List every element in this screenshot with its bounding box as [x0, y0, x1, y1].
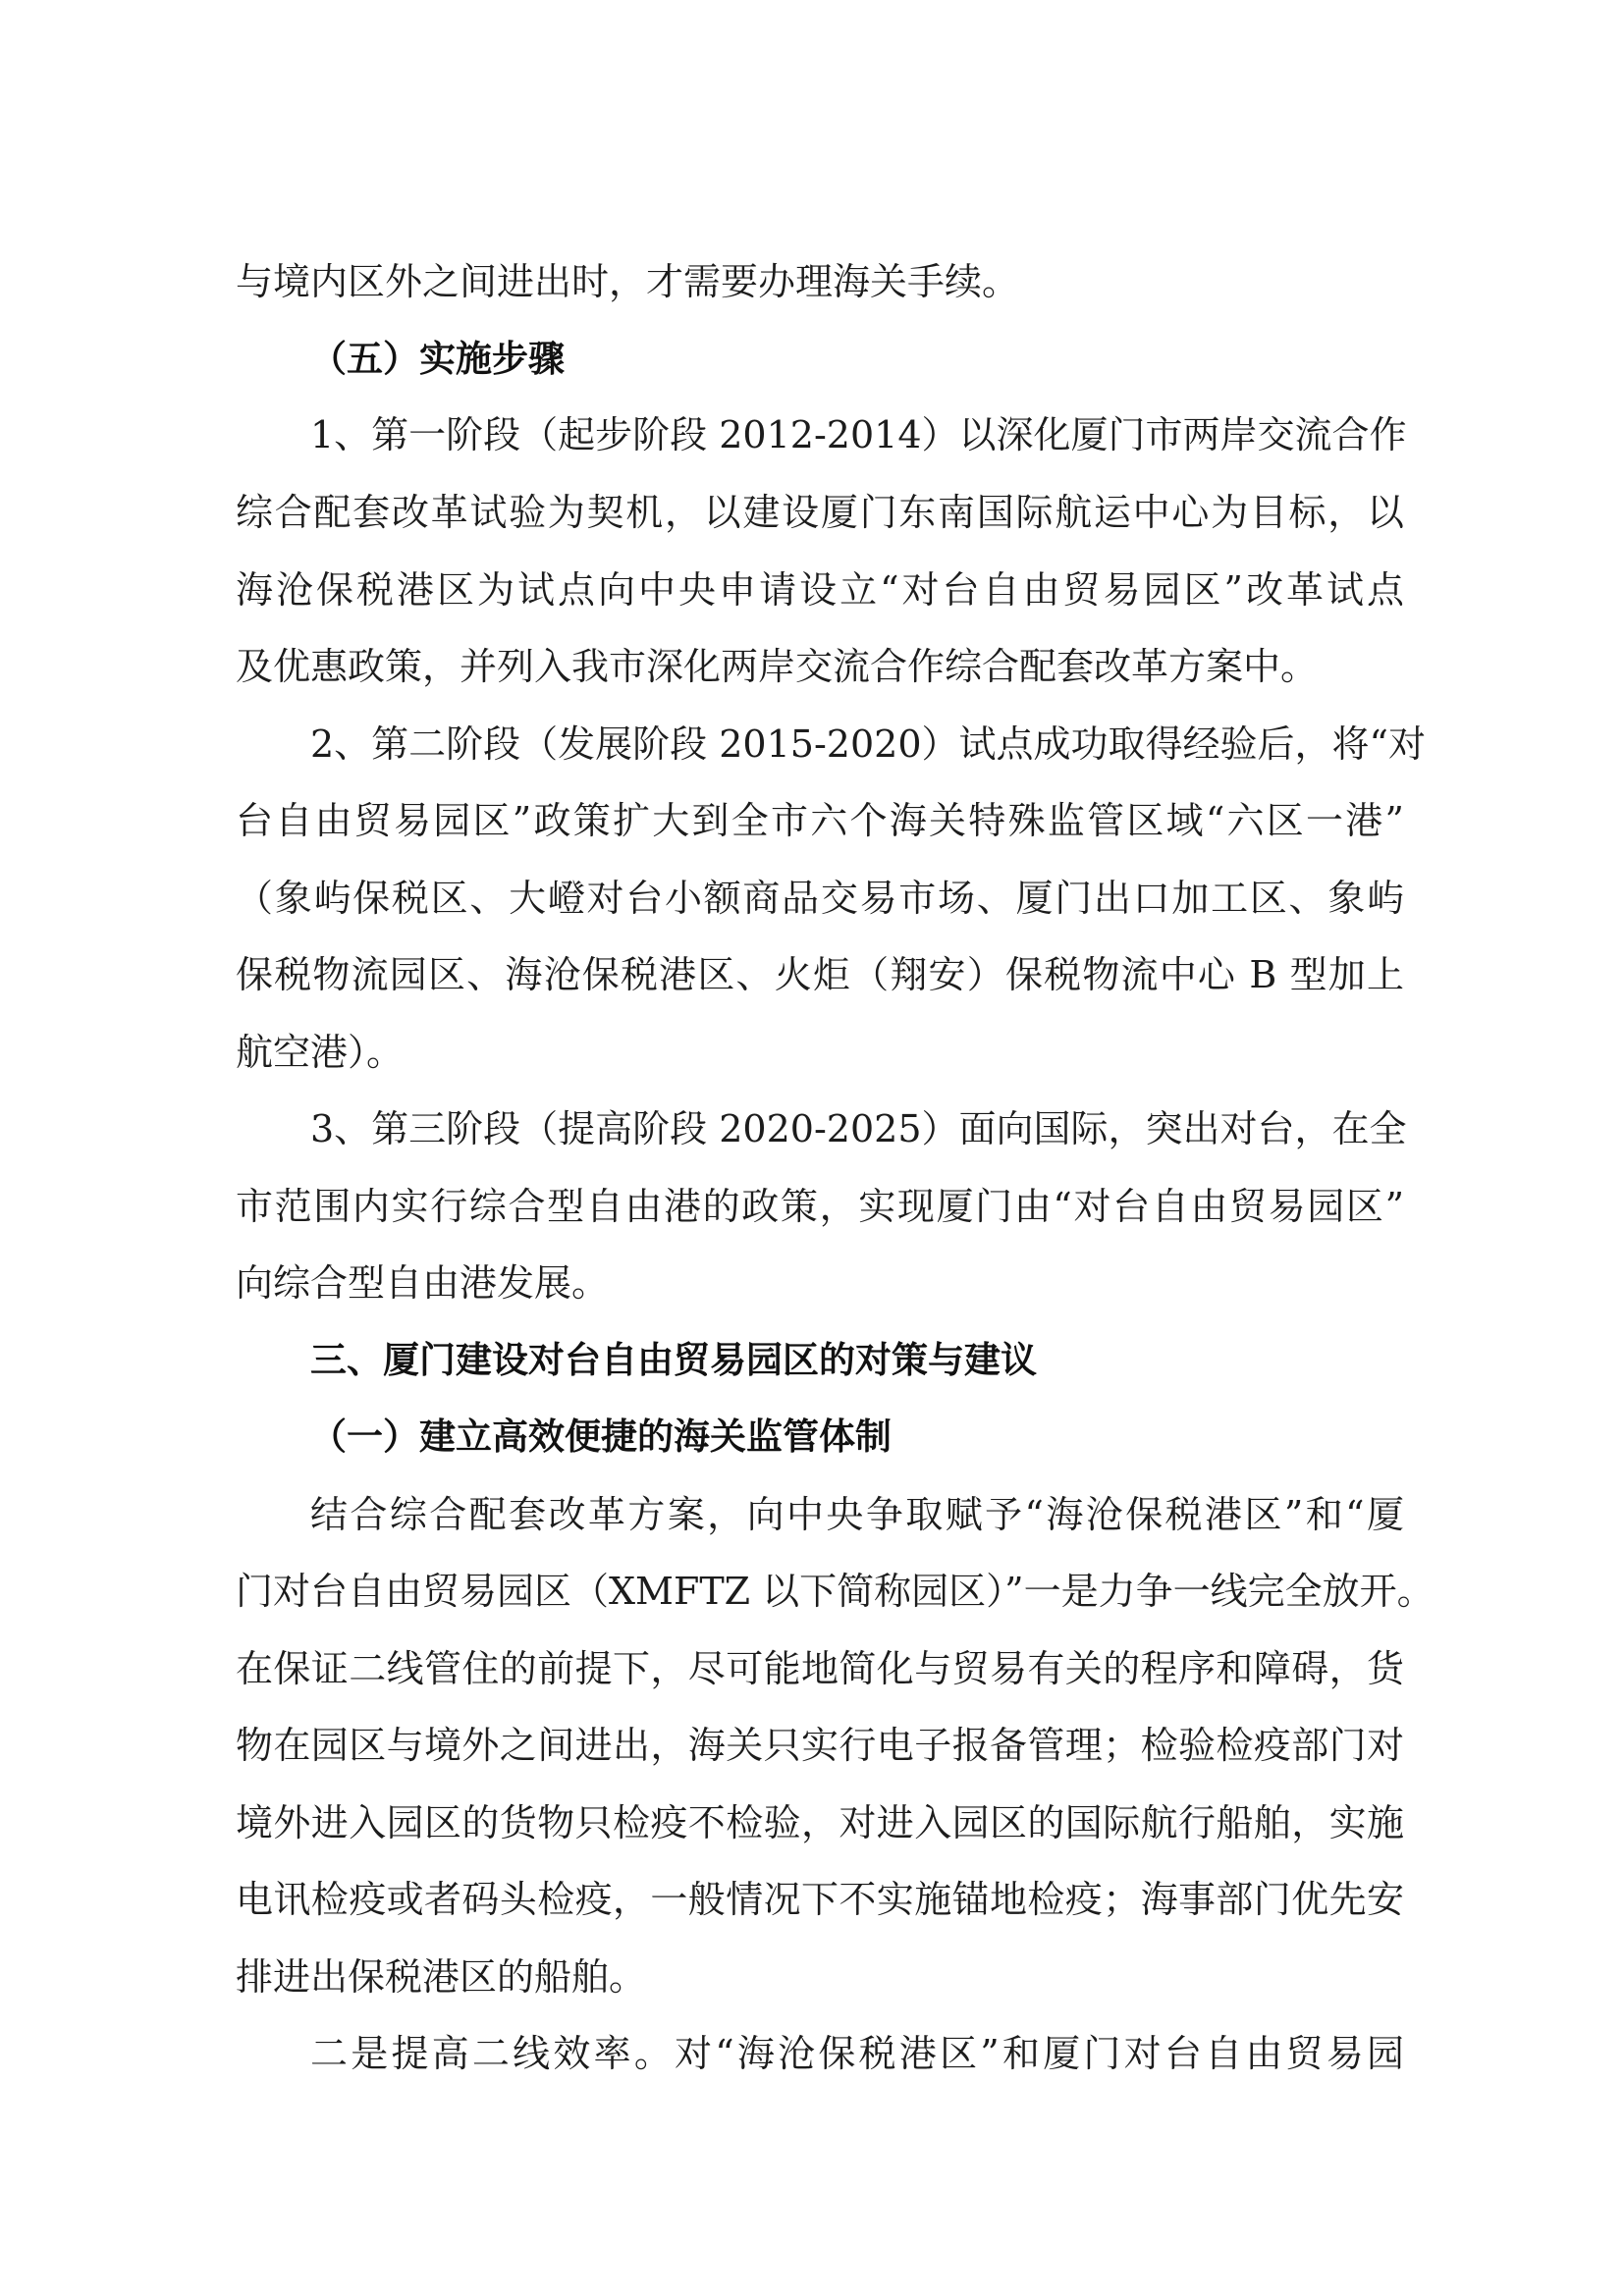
section-heading: （一）建立高效便捷的海关监管体制 — [310, 1415, 892, 1458]
paragraph-line: 境外进入园区的货物只检疫不检验，对进入园区的国际航行船舶，实施 — [236, 1801, 1404, 1844]
paragraph-line: 向综合型自由港发展。 — [236, 1261, 610, 1305]
paragraph-line: 3、第三阶段（提高阶段 2020-2025）面向国际，突出对台，在全 — [310, 1107, 1407, 1150]
paragraph-line: 结合综合配套改革方案，向中央争取赋予“海沧保税港区”和“厦 — [310, 1493, 1404, 1536]
paragraph-line: 1、第一阶段（起步阶段 2012-2014）以深化厦门市两岸交流合作 — [310, 413, 1407, 456]
paragraph-line: 海沧保税港区为试点向中央申请设立“对台自由贸易园区”改革试点 — [236, 568, 1404, 612]
paragraph-line: 门对台自由贸易园区（XMFTZ 以下简称园区）”一是力争一线完全放开。 — [236, 1570, 1435, 1613]
paragraph-line: 航空港）。 — [236, 1031, 405, 1074]
paragraph-line: 及优惠政策，并列入我市深化两岸交流合作综合配套改革方案中。 — [236, 645, 1319, 688]
paragraph-line: 排进出保税港区的船舶。 — [236, 1955, 647, 1999]
paragraph-line: 2、第二阶段（发展阶段 2015-2020）试点成功取得经验后，将“对 — [310, 722, 1426, 766]
paragraph-line: 电讯检疫或者码头检疫，一般情况下不实施锚地检疫；海事部门优先安 — [236, 1878, 1404, 1921]
paragraph-line: 与境内区外之间进出时，才需要办理海关手续。 — [236, 260, 1020, 303]
paragraph-line: 二是提高二线效率。对“海沧保税港区”和厦门对台自由贸易园 — [310, 2032, 1404, 2075]
paragraph-line: 市范围内实行综合型自由港的政策，实现厦门由“对台自由贸易园区” — [236, 1185, 1404, 1228]
paragraph-line: 台自由贸易园区”政策扩大到全市六个海关特殊监管区域“六区一港” — [236, 799, 1404, 842]
section-heading: （五）实施步骤 — [310, 338, 565, 380]
paragraph-line: （象屿保税区、大嶝对台小额商品交易市场、厦门出口加工区、象屿 — [236, 877, 1404, 920]
chapter-heading: 三、厦门建设对台自由贸易园区的对策与建议 — [310, 1339, 1037, 1381]
paragraph-line: 物在园区与境外之间进出，海关只实行电子报备管理；检验检疫部门对 — [236, 1724, 1404, 1767]
paragraph-line: 综合配套改革试验为契机，以建设厦门东南国际航运中心为目标，以 — [236, 491, 1404, 534]
paragraph-line: 保税物流园区、海沧保税港区、火炬（翔安）保税物流中心 B 型加上 — [236, 953, 1404, 996]
paragraph-line: 在保证二线管住的前提下，尽可能地简化与贸易有关的程序和障碍，货 — [236, 1647, 1404, 1690]
